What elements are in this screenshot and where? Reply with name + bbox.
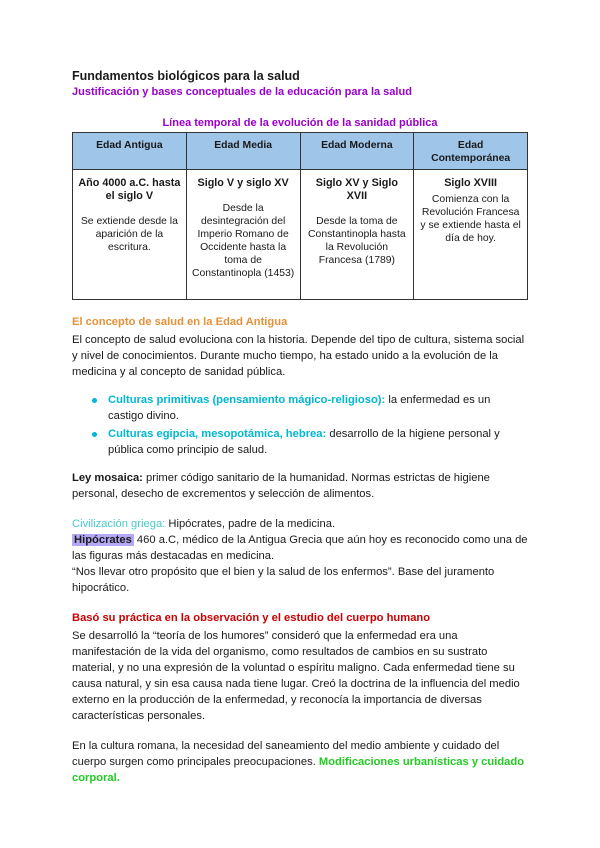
bullet-label: Culturas egipcia, mesopotámica, hebrea: — [108, 428, 327, 440]
cultures-list — [72, 392, 528, 458]
ley-mosaica-label: Ley mosaica: — [72, 472, 143, 484]
hipocrates-highlight: Hipócrates — [74, 534, 132, 546]
hipocrates-text: 460 a.C, médico de la Antigua Grecia que aún hoy es reconocido como una de las figuras más destacadas en medicina. — [72, 534, 528, 562]
document-content — [72, 68, 528, 786]
ley-mosaica-text: primer código sanitario de la humanidad. Normas estrictas de higiene personal, desecho de excrementos y selección de alimentos. — [72, 472, 490, 500]
civilizacion-griega-text: Hipócrates, padre de la medicina. — [165, 518, 336, 530]
bullet-icon — [92, 398, 97, 403]
cell-edad-moderna — [300, 170, 414, 300]
desc-edad-moderna: Desde la toma de Constantinopla hasta la Revolución Francesa (1789) — [308, 216, 406, 266]
timeline-title: Línea temporal de la evolución de la sanidad pública — [162, 117, 438, 129]
desc-edad-contemporanea: Comienza con la Revolución Francesa y se extiende hasta el día de hoy. — [420, 194, 521, 244]
period-edad-antigua: Año 4000 a.C. hasta el siglo V — [78, 177, 181, 202]
bullet-label: Culturas primitivas (pensamiento mágico-religioso): — [108, 394, 386, 406]
header-edad-antigua: Edad Antigua — [73, 133, 187, 170]
section-heading-edad-antigua: El concepto de salud en la Edad Antigua — [72, 316, 288, 328]
cultura-romana-highlight: Modificaciones urbanísticas y cuidado corporal. — [72, 756, 525, 784]
bullet-icon — [92, 432, 97, 437]
ley-mosaica-paragraph — [72, 470, 528, 502]
header-edad-contemporanea: Edad Contemporánea — [414, 133, 528, 170]
page-subtitle: Justificación y bases conceptuales de la educación para la salud — [72, 86, 412, 98]
list-item — [72, 426, 528, 458]
timeline-body-row — [73, 170, 528, 300]
period-edad-moderna: Siglo XV y Siglo XVII — [315, 177, 398, 202]
intro-paragraph: El concepto de salud evoluciona con la historia. Depende del tipo de cultura, sistema social y nivel de conocimientos. Durante mucho tiempo, ha estado unido a la evolución de la medicina y al concepto de sanidad pública. — [72, 334, 525, 378]
civilizacion-griega-line — [72, 516, 528, 532]
period-edad-media: Siglo V y siglo XV — [197, 177, 289, 189]
header-edad-moderna: Edad Moderna — [300, 133, 414, 170]
period-edad-contemporanea: Siglo XVIII — [444, 177, 498, 189]
hipocrates-paragraph — [72, 532, 528, 564]
cultura-romana-paragraph — [72, 738, 528, 786]
bullet-text: desarrollo de la higiene personal y pública como principio de salud. — [108, 428, 500, 456]
timeline-header-row — [73, 133, 528, 170]
cell-edad-contemporanea — [414, 170, 528, 300]
page-title: Fundamentos biológicos para la salud — [72, 69, 300, 83]
cell-edad-media — [186, 170, 300, 300]
desc-edad-antigua: Se extiende desde la aparición de la escritura. — [80, 216, 178, 253]
desc-edad-media: Desde la desintegración del Imperio Romano de Occidente hasta la toma de Constantinopla (1453) — [192, 203, 295, 279]
humores-paragraph: Se desarrolló la “teoría de los humores” consideró que la enfermedad era una manifestación de la vida del organismo, como resultados de cambios en su sustrato material, y no una expresión de la voluntad o espíritu maligno. Cada enfermedad tiene su causa natural, y sin esa causa nada tiene lugar. Creó la doctrina de la influencia del medio externo en la producción de la enfermedad, y reconocía la importancia de diversas características personales. — [72, 630, 520, 722]
cell-edad-antigua — [73, 170, 187, 300]
timeline-table — [72, 132, 528, 300]
list-item — [72, 392, 528, 424]
header-edad-media: Edad Media — [186, 133, 300, 170]
bullet-text: la enfermedad es un castigo divino. — [108, 394, 491, 422]
hipocrates-quote: “Nos llevar otro propósito que el bien y la salud de los enfermos”. Base del juramento hipocrático. — [72, 566, 495, 594]
cultura-romana-text: En la cultura romana, la necesidad del saneamiento del medio ambiente y cuidado del cuerpo surgen como principales preocupaciones. — [72, 740, 500, 768]
section-heading-observacion: Basó su práctica en la observación y el estudio del cuerpo humano — [72, 612, 431, 624]
civilizacion-griega-label: Civilización griega: — [72, 518, 166, 530]
